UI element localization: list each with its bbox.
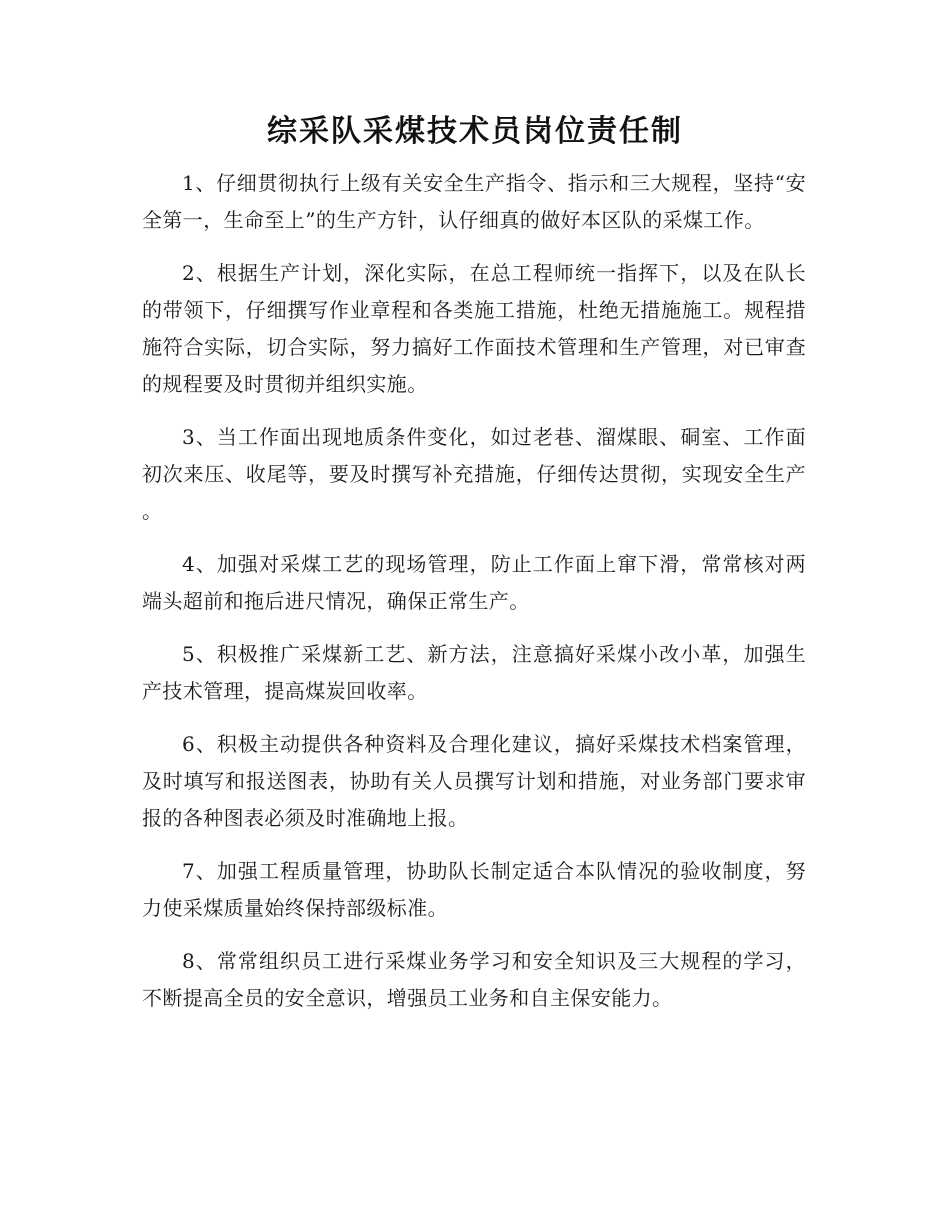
paragraph-3: 3、当工作面出现地质条件变化，如过老巷、溜煤眼、硐室、工作面初次来压、收尾等，要及时撰写补充措施，仔细传达贯彻，实现安全生产。 <box>142 425 806 523</box>
paragraph-7: 7、加强工程质量管理，协助队长制定适合本队情况的验收制度，努力使采煤质量始终保持部级标准。 <box>142 859 806 920</box>
document-body <box>142 165 806 1033</box>
paragraph-5: 5、积极推广采煤新工艺、新方法，注意搞好采煤小改小革，加强生产技术管理，提高煤炭回收率。 <box>142 642 806 703</box>
paragraph-8: 8、常常组织员工进行采煤业务学习和安全知识及三大规程的学习，不断提高全员的安全意识，增强员工业务和自主保安能力。 <box>142 949 806 1010</box>
paragraph-4: 4、加强对采煤工艺的现场管理，防止工作面上窜下滑，常常核对两端头超前和拖后进尺情况，确保正常生产。 <box>142 552 806 613</box>
document-title: 综采队采煤技术员岗位责任制 <box>267 114 683 149</box>
paragraph-6: 6、积极主动提供各种资料及合理化建议，搞好采煤技术档案管理，及时填写和报送图表，协助有关人员撰写计划和措施，对业务部门要求审报的各种图表必须及时准确地上报。 <box>142 732 806 830</box>
paragraph-2: 2、根据生产计划，深化实际，在总工程师统一指挥下，以及在队长的带领下，仔细撰写作业章程和各类施工措施，杜绝无措施施工。规程措施符合实际，切合实际，努力搞好工作面技术管理和生产管理，对已审查的规程要及时贯彻并组织实施。 <box>142 261 806 396</box>
paragraph-1: 1、仔细贯彻执行上级有关安全生产指令、指示和三大规程，坚持“安全第一，生命至上”的生产方针，认仔细真的做好本区队的采煤工作。 <box>142 171 806 232</box>
